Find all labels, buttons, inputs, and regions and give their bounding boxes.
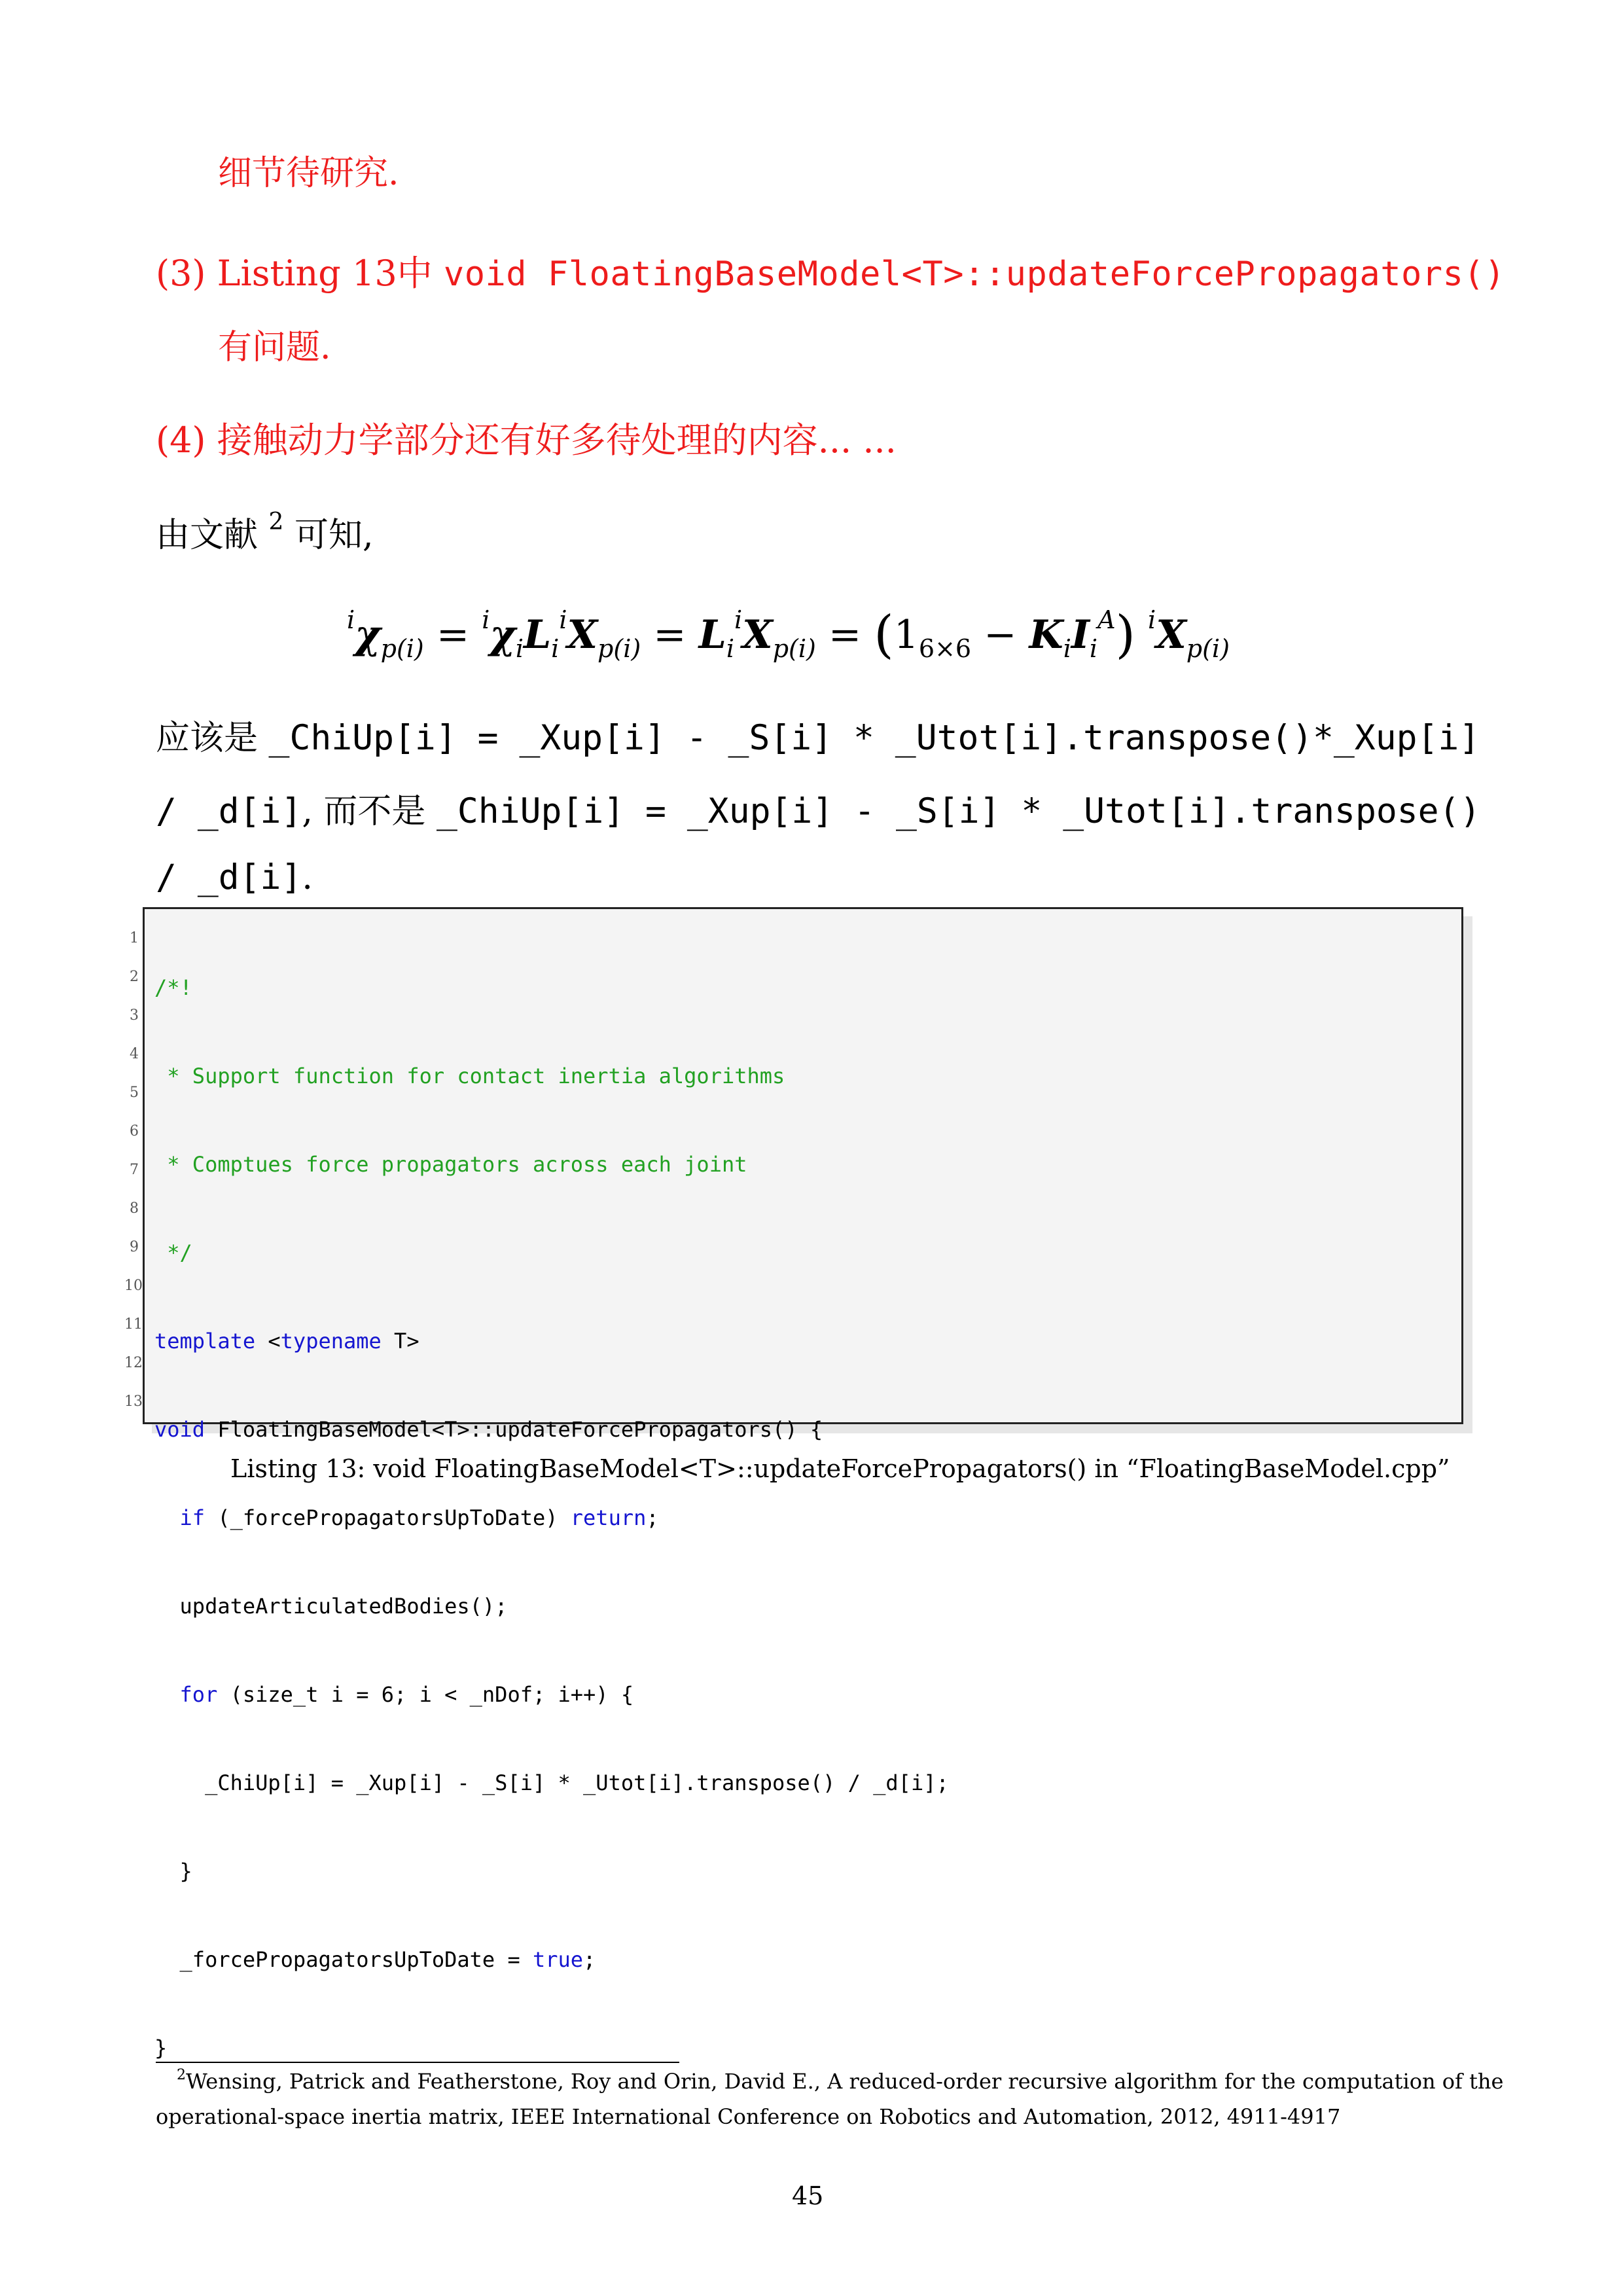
code-line: template <typename T> <box>154 1329 419 1354</box>
footnote-ref[interactable]: 2 <box>268 509 284 535</box>
footnote-rule <box>156 2062 679 2063</box>
code-line: } <box>154 2036 168 2060</box>
code-line: updateArticulatedBodies(); <box>154 1594 508 1619</box>
code-line: if (_forcePropagatorsUpToDate) return; <box>179 1505 659 1530</box>
paragraph-line-3: / _d[i]. <box>156 857 313 897</box>
code-line: _forcePropagatorsUpToDate = true; <box>154 1947 596 1972</box>
code-incorrect: _ChiUp[i] = _Xup[i] - _S[i] * _Utot[i].transpose() <box>436 791 1481 831</box>
list-item-3 <box>156 245 1505 296</box>
footnote-line-2: operational-space inertia matrix, IEEE International Conference on Robotics and Automation, 2012, 4911-4917 <box>156 2104 1341 2129</box>
code-line: } <box>154 1859 192 1884</box>
item-3-continuation: 有问题. <box>218 328 331 367</box>
footnote-mark: 2 <box>177 2067 186 2083</box>
reference-sentence <box>156 507 374 556</box>
paragraph-line-2: / _d[i], 而不是 _ChiUp[i] = _Xup[i] - _S[i] * _Utot[i].transpose() <box>156 791 1481 831</box>
item-continuation-text: 细节待研究. <box>218 154 399 193</box>
item-3-code: void FloatingBaseModel<T>::updateForcePropagators() <box>443 255 1506 294</box>
list-item-4 <box>156 412 897 463</box>
code-line: */ <box>154 1240 192 1265</box>
page-number: 45 <box>792 2181 824 2210</box>
line-numbers: 1 2 3 4 5 6 7 8 9 10 11 12 13 <box>124 930 143 1410</box>
code-line: _ChiUp[i] = _Xup[i] - _S[i] * _Utot[i].transpose() / _d[i]; <box>154 1770 949 1795</box>
code-line: /*! <box>154 975 192 1000</box>
reference-prefix: 由文献 <box>156 516 259 555</box>
item-3-number: (3) <box>156 253 206 294</box>
code-line: void FloatingBaseModel<T>::updateForcePropagators() { <box>154 1417 823 1442</box>
code-lines <box>154 919 949 2092</box>
item-4-text: 接触动力学部分还有好多待处理的内容... ... <box>217 420 897 461</box>
equation: $^i\chi_{p(i)} = ^i\chi_iL_i^iX_{p(i)} = L_i^iX_{p(i)} = (1_{6\times 6} - K_iI_i^A)$ $^iX_{p(i)}$ <box>347 605 1230 664</box>
reference-suffix: 可知, <box>294 516 374 555</box>
code-line: for (size_t i = 6; i < _nDof; i++) { <box>179 1682 634 1707</box>
footnote-line-1: $^2$Wensing, Patrick and Featherstone, Roy and Orin, David E., A reduced-order recursive algorithm for the computation of the <box>177 2067 1504 2094</box>
item-3-prefix: Listing 13中 <box>217 253 433 294</box>
paragraph-line-1: 应该是 _ChiUp[i] = _Xup[i] - _S[i] * _Utot[i].transpose()*_Xup[i] <box>156 718 1480 758</box>
item-4-number: (4) <box>156 420 206 461</box>
code-correct: _ChiUp[i] = _Xup[i] - _S[i] * _Utot[i].transpose()*_Xup[i] <box>268 718 1480 758</box>
listing-caption: Listing 13: void FloatingBaseModel<T>::updateForcePropagators() in “FloatingBaseModel.cpp” <box>230 1454 1450 1483</box>
code-line: * Comptues force propagators across each joint <box>154 1152 747 1177</box>
code-line: * Support function for contact inertia algorithms <box>154 1064 785 1088</box>
